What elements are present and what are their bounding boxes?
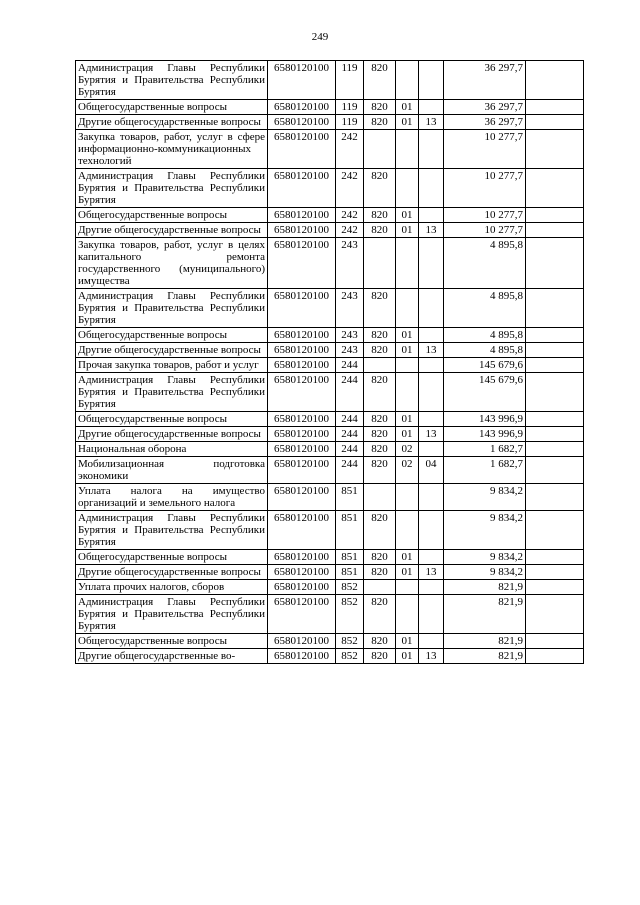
item-name-cell: Другие общегосударственные вопросы [76, 223, 268, 238]
administrator-code-cell: 820 [364, 223, 396, 238]
section-code-cell [396, 238, 419, 289]
subsection-code-cell [419, 412, 444, 427]
amount-cell: 1 682,7 [444, 442, 526, 457]
section-code-cell: 01 [396, 550, 419, 565]
section-code-cell: 01 [396, 343, 419, 358]
amount-cell: 4 895,8 [444, 328, 526, 343]
amount-cell: 10 277,7 [444, 130, 526, 169]
empty-cell [526, 373, 584, 412]
item-name-cell: Общегосударственные вопросы [76, 100, 268, 115]
table-row [76, 412, 584, 427]
section-code-cell: 01 [396, 634, 419, 649]
item-name-cell: Общегосударственные вопросы [76, 412, 268, 427]
amount-cell: 36 297,7 [444, 100, 526, 115]
table-row [76, 169, 584, 208]
table-body [76, 61, 584, 664]
administrator-code-cell: 820 [364, 343, 396, 358]
subsection-code-cell: 13 [419, 565, 444, 580]
empty-cell [526, 358, 584, 373]
section-code-cell: 01 [396, 649, 419, 664]
expense-type-cell: 851 [336, 550, 364, 565]
subsection-code-cell [419, 61, 444, 100]
section-code-cell [396, 358, 419, 373]
target-article-cell: 6580120100 [268, 238, 336, 289]
subsection-code-cell: 13 [419, 343, 444, 358]
subsection-code-cell [419, 634, 444, 649]
empty-cell [526, 223, 584, 238]
subsection-code-cell: 13 [419, 223, 444, 238]
empty-cell [526, 328, 584, 343]
table-row [76, 649, 584, 664]
empty-cell [526, 238, 584, 289]
amount-cell: 143 996,9 [444, 427, 526, 442]
subsection-code-cell [419, 289, 444, 328]
empty-cell [526, 457, 584, 484]
item-name-cell: Администрация Главы Республики Бурятия и Правительства Республики Бурятия [76, 595, 268, 634]
administrator-code-cell: 820 [364, 550, 396, 565]
target-article-cell: 6580120100 [268, 595, 336, 634]
section-code-cell: 01 [396, 565, 419, 580]
amount-cell: 4 895,8 [444, 343, 526, 358]
expense-type-cell: 244 [336, 373, 364, 412]
administrator-code-cell: 820 [364, 565, 396, 580]
amount-cell: 145 679,6 [444, 373, 526, 412]
empty-cell [526, 289, 584, 328]
item-name-cell: Уплата налога на имущество организаций и земельного налога [76, 484, 268, 511]
administrator-code-cell: 820 [364, 442, 396, 457]
section-code-cell: 02 [396, 442, 419, 457]
amount-cell: 821,9 [444, 634, 526, 649]
section-code-cell: 01 [396, 427, 419, 442]
target-article-cell: 6580120100 [268, 358, 336, 373]
budget-table [75, 60, 584, 664]
administrator-code-cell: 820 [364, 412, 396, 427]
target-article-cell: 6580120100 [268, 115, 336, 130]
target-article-cell: 6580120100 [268, 427, 336, 442]
subsection-code-cell: 13 [419, 427, 444, 442]
item-name-cell: Национальная оборона [76, 442, 268, 457]
amount-cell: 10 277,7 [444, 208, 526, 223]
section-code-cell: 01 [396, 412, 419, 427]
table-row [76, 100, 584, 115]
table-row [76, 208, 584, 223]
target-article-cell: 6580120100 [268, 343, 336, 358]
subsection-code-cell: 13 [419, 115, 444, 130]
subsection-code-cell [419, 442, 444, 457]
empty-cell [526, 115, 584, 130]
target-article-cell: 6580120100 [268, 550, 336, 565]
table-row [76, 442, 584, 457]
administrator-code-cell: 820 [364, 328, 396, 343]
section-code-cell: 01 [396, 328, 419, 343]
table-row [76, 580, 584, 595]
empty-cell [526, 511, 584, 550]
expense-type-cell: 242 [336, 169, 364, 208]
expense-type-cell: 851 [336, 511, 364, 550]
subsection-code-cell [419, 373, 444, 412]
item-name-cell: Общегосударственные вопросы [76, 550, 268, 565]
empty-cell [526, 100, 584, 115]
administrator-code-cell: 820 [364, 511, 396, 550]
target-article-cell: 6580120100 [268, 580, 336, 595]
amount-cell: 9 834,2 [444, 565, 526, 580]
amount-cell: 9 834,2 [444, 550, 526, 565]
target-article-cell: 6580120100 [268, 484, 336, 511]
empty-cell [526, 634, 584, 649]
item-name-cell: Уплата прочих налогов, сборов [76, 580, 268, 595]
table-row [76, 550, 584, 565]
amount-cell: 9 834,2 [444, 511, 526, 550]
table-row [76, 565, 584, 580]
amount-cell: 36 297,7 [444, 61, 526, 100]
table-row [76, 427, 584, 442]
expense-type-cell: 852 [336, 634, 364, 649]
table-row [76, 328, 584, 343]
subsection-code-cell [419, 580, 444, 595]
table-row [76, 457, 584, 484]
target-article-cell: 6580120100 [268, 208, 336, 223]
target-article-cell: 6580120100 [268, 511, 336, 550]
administrator-code-cell [364, 484, 396, 511]
item-name-cell: Другие общегосударственные вопросы [76, 343, 268, 358]
target-article-cell: 6580120100 [268, 328, 336, 343]
table-row [76, 373, 584, 412]
empty-cell [526, 427, 584, 442]
administrator-code-cell: 820 [364, 373, 396, 412]
expense-type-cell: 244 [336, 442, 364, 457]
administrator-code-cell [364, 238, 396, 289]
target-article-cell: 6580120100 [268, 289, 336, 328]
subsection-code-cell [419, 238, 444, 289]
empty-cell [526, 343, 584, 358]
empty-cell [526, 169, 584, 208]
section-code-cell [396, 484, 419, 511]
empty-cell [526, 412, 584, 427]
empty-cell [526, 649, 584, 664]
expense-type-cell: 243 [336, 328, 364, 343]
expense-type-cell: 119 [336, 100, 364, 115]
target-article-cell: 6580120100 [268, 412, 336, 427]
administrator-code-cell: 820 [364, 169, 396, 208]
empty-cell [526, 442, 584, 457]
target-article-cell: 6580120100 [268, 130, 336, 169]
administrator-code-cell: 820 [364, 115, 396, 130]
item-name-cell: Администрация Главы Республики Бурятия и Правительства Республики Бурятия [76, 169, 268, 208]
table-row [76, 511, 584, 550]
section-code-cell [396, 595, 419, 634]
amount-cell: 143 996,9 [444, 412, 526, 427]
table-row [76, 595, 584, 634]
target-article-cell: 6580120100 [268, 61, 336, 100]
administrator-code-cell [364, 130, 396, 169]
amount-cell: 821,9 [444, 595, 526, 634]
item-name-cell: Закупка товаров, работ, услуг в целях капитального ремонта государственного (муниципального) имущества [76, 238, 268, 289]
expense-type-cell: 243 [336, 343, 364, 358]
amount-cell: 10 277,7 [444, 223, 526, 238]
subsection-code-cell [419, 595, 444, 634]
table-row [76, 238, 584, 289]
item-name-cell: Общегосударственные вопросы [76, 328, 268, 343]
item-name-cell: Другие общегосударственные вопросы [76, 565, 268, 580]
amount-cell: 10 277,7 [444, 169, 526, 208]
administrator-code-cell: 820 [364, 595, 396, 634]
item-name-cell: Администрация Главы Республики Бурятия и Правительства Республики Бурятия [76, 61, 268, 100]
empty-cell [526, 130, 584, 169]
table-row [76, 343, 584, 358]
section-code-cell: 02 [396, 457, 419, 484]
expense-type-cell: 119 [336, 115, 364, 130]
section-code-cell: 01 [396, 208, 419, 223]
amount-cell: 9 834,2 [444, 484, 526, 511]
item-name-cell: Администрация Главы Республики Бурятия и Правительства Республики Бурятия [76, 289, 268, 328]
page-number: 249 [311, 31, 329, 43]
item-name-cell: Мобилизационная подготовка экономики [76, 457, 268, 484]
item-name-cell: Другие общегосударственные вопросы [76, 427, 268, 442]
table-row [76, 358, 584, 373]
subsection-code-cell [419, 169, 444, 208]
expense-type-cell: 244 [336, 427, 364, 442]
expense-type-cell: 242 [336, 223, 364, 238]
amount-cell: 145 679,6 [444, 358, 526, 373]
empty-cell [526, 565, 584, 580]
expense-type-cell: 852 [336, 649, 364, 664]
table-row [76, 61, 584, 100]
section-code-cell [396, 61, 419, 100]
expense-type-cell: 242 [336, 130, 364, 169]
expense-type-cell: 243 [336, 289, 364, 328]
section-code-cell [396, 169, 419, 208]
subsection-code-cell [419, 358, 444, 373]
subsection-code-cell [419, 328, 444, 343]
item-name-cell: Администрация Главы Республики Бурятия и Правительства Республики Бурятия [76, 373, 268, 412]
item-name-cell: Администрация Главы Республики Бурятия и Правительства Республики Бурятия [76, 511, 268, 550]
administrator-code-cell: 820 [364, 634, 396, 649]
administrator-code-cell: 820 [364, 289, 396, 328]
target-article-cell: 6580120100 [268, 169, 336, 208]
table-row [76, 634, 584, 649]
section-code-cell: 01 [396, 223, 419, 238]
item-name-cell: Общегосударственные вопросы [76, 208, 268, 223]
expense-type-cell: 244 [336, 358, 364, 373]
subsection-code-cell [419, 511, 444, 550]
expense-type-cell: 851 [336, 565, 364, 580]
target-article-cell: 6580120100 [268, 100, 336, 115]
target-article-cell: 6580120100 [268, 649, 336, 664]
amount-cell: 4 895,8 [444, 238, 526, 289]
administrator-code-cell: 820 [364, 100, 396, 115]
item-name-cell: Другие общегосударственные во- [76, 649, 268, 664]
item-name-cell: Прочая закупка товаров, работ и услуг [76, 358, 268, 373]
target-article-cell: 6580120100 [268, 442, 336, 457]
amount-cell: 821,9 [444, 649, 526, 664]
table-row [76, 223, 584, 238]
amount-cell: 1 682,7 [444, 457, 526, 484]
target-article-cell: 6580120100 [268, 457, 336, 484]
section-code-cell: 01 [396, 115, 419, 130]
target-article-cell: 6580120100 [268, 565, 336, 580]
section-code-cell [396, 511, 419, 550]
expense-type-cell: 242 [336, 208, 364, 223]
expense-type-cell: 852 [336, 580, 364, 595]
empty-cell [526, 61, 584, 100]
section-code-cell [396, 580, 419, 595]
amount-cell: 36 297,7 [444, 115, 526, 130]
subsection-code-cell [419, 130, 444, 169]
administrator-code-cell: 820 [364, 61, 396, 100]
empty-cell [526, 595, 584, 634]
subsection-code-cell [419, 484, 444, 511]
subsection-code-cell [419, 550, 444, 565]
expense-type-cell: 244 [336, 457, 364, 484]
item-name-cell: Общегосударственные вопросы [76, 634, 268, 649]
table-row [76, 115, 584, 130]
item-name-cell: Другие общегосударственные вопросы [76, 115, 268, 130]
expense-type-cell: 244 [336, 412, 364, 427]
expense-type-cell: 852 [336, 595, 364, 634]
target-article-cell: 6580120100 [268, 634, 336, 649]
administrator-code-cell: 820 [364, 208, 396, 223]
subsection-code-cell [419, 208, 444, 223]
section-code-cell [396, 130, 419, 169]
expense-type-cell: 243 [336, 238, 364, 289]
table-row [76, 289, 584, 328]
subsection-code-cell [419, 100, 444, 115]
target-article-cell: 6580120100 [268, 373, 336, 412]
subsection-code-cell: 04 [419, 457, 444, 484]
administrator-code-cell: 820 [364, 457, 396, 484]
amount-cell: 4 895,8 [444, 289, 526, 328]
empty-cell [526, 550, 584, 565]
expense-type-cell: 119 [336, 61, 364, 100]
administrator-code-cell [364, 358, 396, 373]
subsection-code-cell: 13 [419, 649, 444, 664]
administrator-code-cell: 820 [364, 427, 396, 442]
amount-cell: 821,9 [444, 580, 526, 595]
table-row [76, 484, 584, 511]
empty-cell [526, 580, 584, 595]
administrator-code-cell [364, 580, 396, 595]
item-name-cell: Закупка товаров, работ, услуг в сфере информационно-коммуникационных технологий [76, 130, 268, 169]
table-row [76, 130, 584, 169]
empty-cell [526, 484, 584, 511]
section-code-cell: 01 [396, 100, 419, 115]
section-code-cell [396, 289, 419, 328]
target-article-cell: 6580120100 [268, 223, 336, 238]
expense-type-cell: 851 [336, 484, 364, 511]
administrator-code-cell: 820 [364, 649, 396, 664]
empty-cell [526, 208, 584, 223]
section-code-cell [396, 373, 419, 412]
